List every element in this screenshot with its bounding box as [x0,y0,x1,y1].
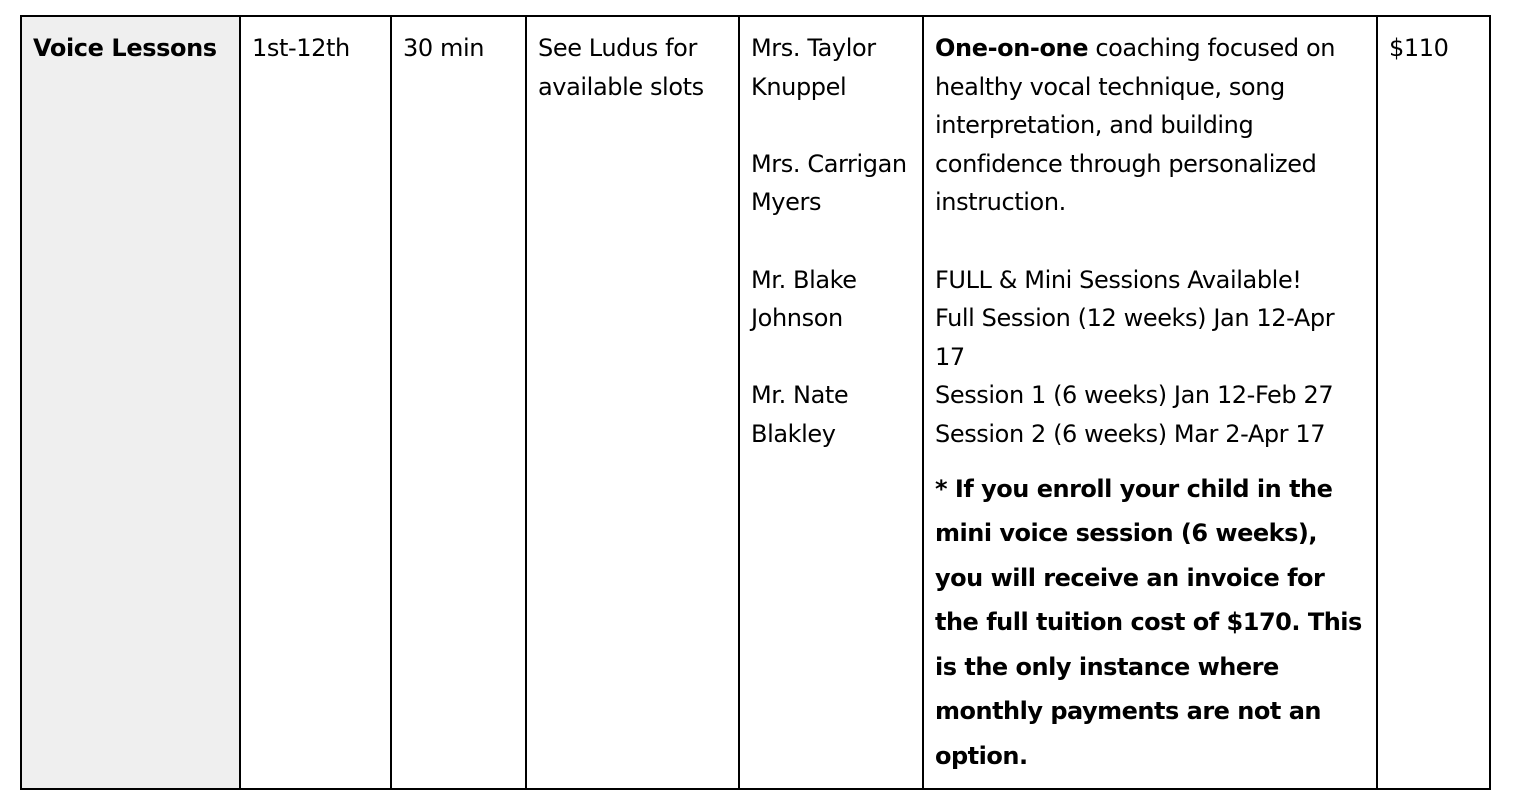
instructor-name: Mr. Nate Blakley [751,381,849,448]
instructor-name: Mrs. Taylor Knuppel [751,34,876,101]
table-row [21,16,1490,789]
description-lead-bold: One-on-one [935,34,1089,62]
grades-value: 1st-12th [252,34,350,62]
schedule-cell [526,16,739,789]
sessions-heading: FULL & Mini Sessions Available! [935,265,1302,294]
session-line: Full Session (12 weeks) Jan 12-Apr 17 [935,304,1335,371]
description-cell [923,16,1377,789]
course-name: Voice Lessons [33,34,217,62]
schedule-value: See Ludus for available slots [538,34,704,101]
instructors-cell [739,16,923,789]
course-table [20,15,1491,790]
duration-value: 30 min [403,34,485,62]
session-line: Session 1 (6 weeks) Jan 12-Feb 27 [935,381,1334,410]
price-cell [1377,16,1490,789]
instructor-name: Mrs. Carrigan Myers [751,149,907,217]
enrollment-note: * If you enroll your child in the mini voice session (6 weeks), you will receive an invoice for the full tuition cost of $170. This is the only instance where monthly payments are not an option. [935,474,1362,770]
duration-cell [391,16,526,789]
price-value: $110 [1389,34,1449,62]
grades-cell [240,16,391,789]
course-name-cell [21,16,240,789]
session-line: Session 2 (6 weeks) Mar 2-Apr 17 [935,419,1326,448]
description-lead-text: coaching focused on healthy vocal technique, song interpretation, and building confidence through personalized instruction. [935,34,1336,217]
description-intro [935,29,1366,222]
instructor-name: Mr. Blake Johnson [751,265,857,333]
